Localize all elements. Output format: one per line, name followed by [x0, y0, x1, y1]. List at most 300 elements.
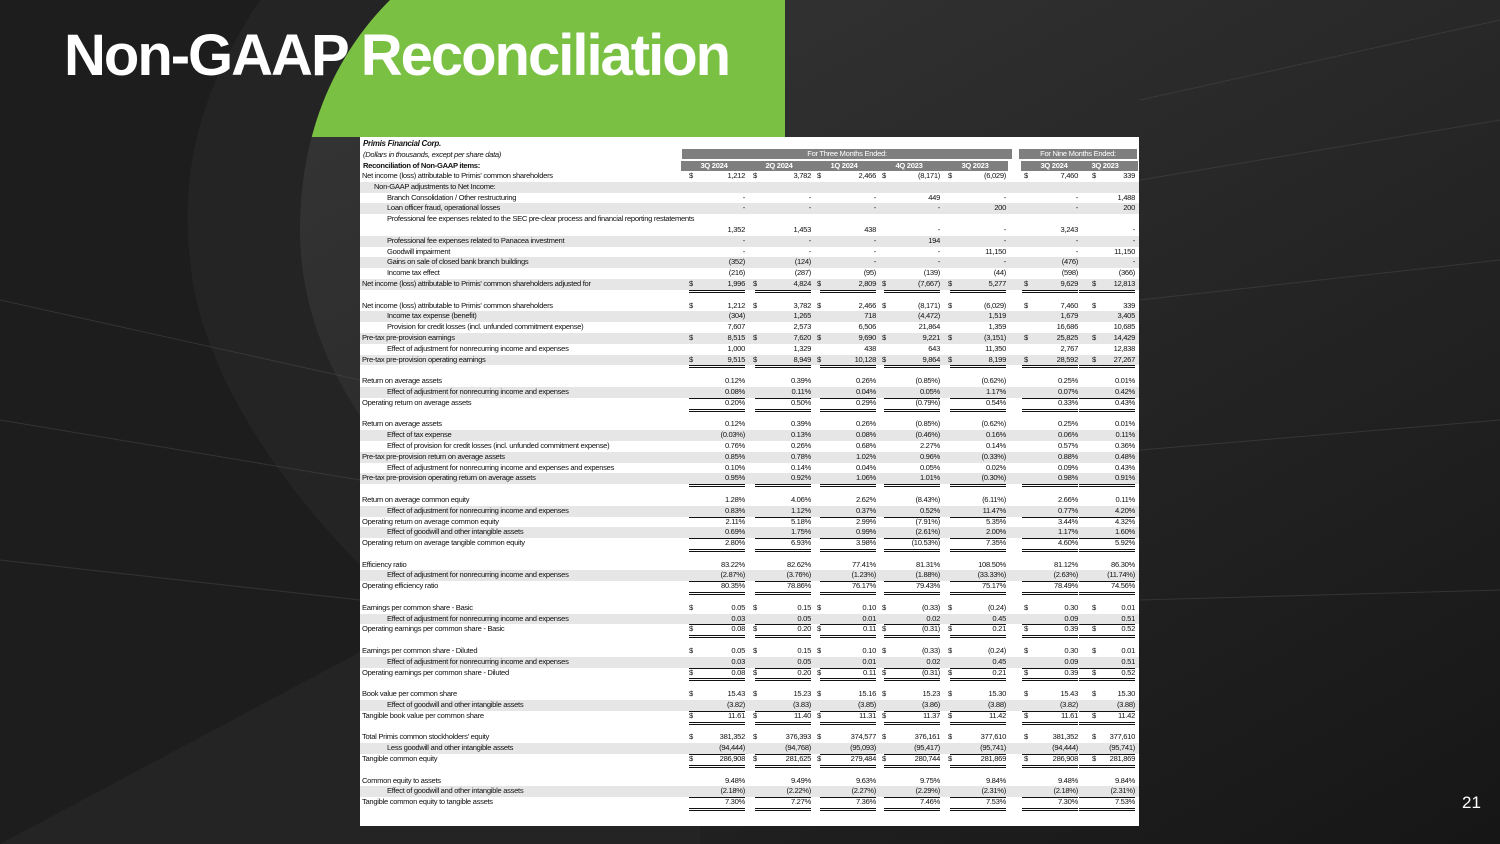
- table-row: [360, 473, 1139, 484]
- table-cell: (4,472): [918, 311, 940, 321]
- currency-symbol: $: [1024, 300, 1028, 310]
- currency-symbol: $: [1092, 732, 1096, 742]
- table-cell: (2.18%): [689, 786, 745, 798]
- table-cell: 0.39%: [790, 419, 811, 429]
- table-cell: 0.02: [884, 614, 940, 626]
- table-cell: 0.20: [755, 624, 811, 638]
- row-label: Total Primis common stockholders' equity: [362, 732, 490, 742]
- table-cell: (94,768): [755, 743, 811, 755]
- table-cell: 7.53%: [950, 797, 1006, 811]
- table-cell: 0.92%: [755, 473, 811, 487]
- table-cell: (0.46%): [915, 430, 940, 440]
- table-cell: 6.93%: [755, 538, 811, 552]
- table-cell: 76.17%: [820, 581, 876, 595]
- table-row: [360, 419, 1139, 430]
- table-row: [360, 732, 1139, 743]
- currency-symbol: $: [1024, 624, 1028, 634]
- row-label: Pre-tax pre-provision earnings: [362, 332, 455, 342]
- table-cell: 0.29%: [820, 398, 876, 412]
- table-cell: 0.03: [689, 614, 745, 626]
- table-cell: 0.07%: [1022, 387, 1078, 399]
- table-cell: 8,949: [755, 355, 811, 369]
- currency-symbol: $: [817, 667, 821, 677]
- currency-symbol: $: [948, 667, 952, 677]
- table-cell: 2.66%: [1057, 494, 1078, 504]
- table-cell: 75.17%: [950, 581, 1006, 595]
- currency-symbol: $: [1024, 171, 1028, 180]
- table-cell: 3.98%: [820, 538, 876, 552]
- table-cell: 0.10%: [689, 463, 745, 475]
- table-cell: (95): [820, 268, 876, 280]
- column-headers: [360, 161, 1139, 171]
- currency-symbol: $: [817, 732, 821, 742]
- table-cell: 1,679: [1060, 311, 1078, 321]
- currency-symbol: $: [753, 602, 757, 612]
- row-label: Professional fee expenses related to Panacea investment: [387, 235, 565, 245]
- table-cell: 0.26%: [855, 376, 876, 386]
- table-cell: 0.52%: [884, 506, 940, 518]
- table-cell: 4.06%: [790, 494, 811, 504]
- table-row: [360, 193, 1139, 204]
- table-cell: 0.14%: [950, 441, 1006, 453]
- currency-symbol: $: [753, 171, 757, 180]
- row-label: Effect of adjustment for nonrecurring income and expenses: [387, 656, 569, 666]
- column-header: 4Q 2023: [876, 161, 942, 171]
- table-cell: 0.05: [731, 602, 745, 612]
- row-label: Operating return on average tangible common equity: [362, 538, 525, 548]
- table-cell: 0.16%: [985, 430, 1006, 440]
- table-cell: 339: [1123, 171, 1135, 180]
- currency-symbol: $: [689, 602, 693, 612]
- currency-symbol: $: [948, 171, 952, 180]
- currency-symbol: $: [1024, 732, 1028, 742]
- currency-symbol: $: [753, 710, 757, 720]
- currency-symbol: $: [689, 689, 693, 699]
- table-cell: 0.02: [884, 657, 940, 669]
- table-cell: 0.08: [689, 668, 745, 682]
- table-cell: (0.24): [987, 602, 1006, 612]
- table-cell: 281,869: [950, 754, 1006, 768]
- table-cell: -: [873, 257, 876, 267]
- table-cell: 0.30: [1064, 602, 1078, 612]
- table-cell: 0.10: [862, 646, 876, 656]
- table-cell: (95,741): [1079, 743, 1135, 755]
- table-cell: 0.91%: [1079, 473, 1135, 487]
- table-cell: (598): [1022, 268, 1078, 280]
- table-cell: -: [742, 235, 745, 245]
- row-label: Loan officer fraud, operational losses: [387, 203, 500, 213]
- table-cell: 11.40: [755, 711, 811, 725]
- table-cell: 9,690: [858, 332, 876, 342]
- currency-symbol: $: [882, 689, 886, 699]
- table-cell: 286,908: [689, 754, 745, 768]
- table-cell: (0.33): [921, 602, 940, 612]
- row-label: Return on average assets: [362, 376, 442, 386]
- currency-symbol: $: [882, 624, 886, 634]
- table-cell: 14,429: [1113, 332, 1135, 342]
- currency-symbol: $: [817, 754, 821, 764]
- currency-symbol: $: [1024, 667, 1028, 677]
- currency-symbol: $: [882, 332, 886, 342]
- table-cell: (0.85%): [915, 376, 940, 386]
- table-row: [360, 776, 1139, 787]
- table-cell: 9,629: [1022, 279, 1078, 293]
- table-cell: -: [873, 235, 876, 245]
- table-cell: 0.01%: [1114, 376, 1135, 386]
- table-cell: 0.54%: [950, 398, 1006, 412]
- row-label: Income tax effect: [387, 268, 440, 278]
- table-row: [360, 786, 1139, 797]
- currency-symbol: $: [882, 710, 886, 720]
- currency-symbol: $: [882, 732, 886, 742]
- table-cell: 339: [1123, 300, 1135, 310]
- currency-symbol: $: [882, 354, 886, 364]
- table-cell: 7,460: [1060, 171, 1078, 180]
- table-row: [360, 527, 1139, 538]
- row-label: Tangible book value per common share: [362, 710, 484, 720]
- table-cell: 0.08%: [689, 387, 745, 399]
- table-row: [360, 754, 1139, 765]
- row-label: Pre-tax pre-provision operating return on average assets: [362, 473, 536, 483]
- table-cell: 3,782: [793, 171, 811, 180]
- row-label: Professional fee expenses related to the SEC pre-clear process and financial reporting restatements: [387, 214, 695, 224]
- table-cell: -: [742, 246, 745, 256]
- table-cell: 0.04%: [820, 387, 876, 399]
- table-cell: (3.82): [689, 700, 745, 712]
- table-cell: -: [1075, 203, 1078, 213]
- table-cell: (2.27%): [820, 786, 876, 798]
- row-label: Effect of provision for credit losses (incl. unfunded commitment expense): [387, 440, 610, 450]
- table-cell: 81.31%: [916, 559, 940, 569]
- currency-symbol: $: [689, 300, 693, 310]
- table-cell: (1.88%): [884, 570, 940, 582]
- table-cell: 0.09: [1022, 614, 1078, 626]
- row-label: Effect of goodwill and other intangible assets: [387, 700, 524, 710]
- table-cell: 0.09: [1022, 657, 1078, 669]
- table-cell: 376,393: [785, 732, 811, 742]
- table-cell: 11.61: [689, 711, 745, 725]
- table-cell: 0.21: [950, 668, 1006, 682]
- table-cell: 0.45: [950, 614, 1006, 626]
- table-cell: 1.17%: [950, 387, 1006, 399]
- table-cell: 9.48%: [724, 775, 745, 785]
- table-cell: 0.36%: [1079, 441, 1135, 453]
- table-cell: (94,444): [1022, 743, 1078, 755]
- table-cell: 15.43: [727, 689, 745, 699]
- table-cell: 9.63%: [855, 775, 876, 785]
- table-cell: 377,610: [980, 732, 1006, 742]
- row-label: Operating return on average common equity: [362, 516, 499, 526]
- row-label: Earnings per common share - Diluted: [362, 646, 478, 656]
- currency-symbol: $: [817, 278, 821, 288]
- table-cell: 381,352: [719, 732, 745, 742]
- table-cell: 0.43%: [1079, 398, 1135, 412]
- table-cell: 0.76%: [689, 441, 745, 453]
- table-cell: 5.18%: [790, 516, 811, 526]
- currency-symbol: $: [817, 300, 821, 310]
- spacer-row: [360, 484, 1139, 495]
- table-cell: 12,813: [1079, 279, 1135, 293]
- table-cell: 77.41%: [852, 559, 876, 569]
- table-cell: 449: [928, 192, 940, 202]
- spacer-row: [360, 365, 1139, 376]
- table-cell: 438: [864, 224, 876, 234]
- table-cell: (3.86): [884, 700, 940, 712]
- row-label: Earnings per common share - Basic: [362, 602, 473, 612]
- currency-symbol: $: [817, 710, 821, 720]
- spacer-row: [360, 722, 1139, 733]
- table-cell: (0.62%): [981, 419, 1006, 429]
- currency-symbol: $: [689, 332, 693, 342]
- table-cell: 7.30%: [1022, 797, 1078, 811]
- currency-symbol: $: [817, 332, 821, 342]
- row-label: Operating earnings per common share - Basic: [362, 624, 505, 634]
- table-cell: 1.17%: [1022, 527, 1078, 539]
- table-cell: 7.53%: [1079, 797, 1135, 811]
- currency-symbol: $: [1092, 602, 1096, 612]
- currency-symbol: $: [753, 354, 757, 364]
- row-label: Net income (loss) attributable to Primis' common shareholders: [362, 300, 553, 310]
- table-cell: 281,625: [755, 754, 811, 768]
- currency-symbol: $: [753, 667, 757, 677]
- table-cell: (3.82): [1022, 700, 1078, 712]
- table-cell: 0.01: [1121, 646, 1135, 656]
- table-row: [360, 463, 1139, 474]
- currency-symbol: $: [689, 754, 693, 764]
- table-row: [360, 624, 1139, 635]
- table-cell: 2.80%: [689, 538, 745, 552]
- table-cell: 0.01: [820, 657, 876, 669]
- currency-symbol: $: [948, 278, 952, 288]
- table-cell: 81.12%: [1054, 559, 1078, 569]
- table-row: [360, 333, 1139, 344]
- table-cell: 286,908: [1022, 754, 1078, 768]
- currency-symbol: $: [817, 646, 821, 656]
- table-cell: (0.03%): [720, 430, 745, 440]
- table-cell: (2.87%): [689, 570, 745, 582]
- table-cell: (95,741): [950, 743, 1006, 755]
- spacer-row: [360, 635, 1139, 646]
- row-label: Effect of goodwill and other intangible assets: [387, 527, 524, 537]
- table-cell: (3.76%): [755, 570, 811, 582]
- table-cell: 279,484: [820, 754, 876, 768]
- currency-symbol: $: [1024, 354, 1028, 364]
- table-row: [360, 182, 1139, 193]
- currency-symbol: $: [1024, 646, 1028, 656]
- table-cell: 7.27%: [755, 797, 811, 811]
- table-cell: (0.79%): [884, 398, 940, 412]
- row-label: Non-GAAP adjustments to Net Income:: [374, 181, 496, 191]
- table-cell: (0.33): [921, 646, 940, 656]
- table-cell: 2.27%: [884, 441, 940, 453]
- currency-symbol: $: [1092, 667, 1096, 677]
- currency-symbol: $: [753, 300, 757, 310]
- currency-symbol: $: [689, 710, 693, 720]
- table-row: [360, 570, 1139, 581]
- table-cell: 0.95%: [689, 473, 745, 487]
- table-cell: 1,519: [988, 311, 1006, 321]
- table-cell: (287): [755, 268, 811, 280]
- column-header: 3Q 2023: [1072, 161, 1138, 171]
- table-cell: 15.43: [1060, 689, 1078, 699]
- section-label: Reconciliation of Non-GAAP items:: [363, 161, 480, 170]
- table-cell: 1.60%: [1079, 527, 1135, 539]
- table-cell: (0.31): [884, 668, 940, 682]
- table-cell: 9.49%: [790, 775, 811, 785]
- table-cell: 11.37: [884, 711, 940, 725]
- table-cell: 7,620: [793, 332, 811, 342]
- table-cell: 79.43%: [884, 581, 940, 595]
- table-cell: 0.98%: [1022, 473, 1078, 487]
- table-cell: 9.84%: [985, 775, 1006, 785]
- currency-symbol: $: [948, 754, 952, 764]
- currency-symbol: $: [689, 278, 693, 288]
- table-cell: 643: [884, 344, 940, 356]
- table-cell: 0.39%: [790, 376, 811, 386]
- table-row: [360, 441, 1139, 452]
- table-cell: 0.01: [820, 614, 876, 626]
- row-label: Book value per common share: [362, 689, 457, 699]
- table-cell: 1.02%: [855, 451, 876, 461]
- table-cell: 2.62%: [855, 494, 876, 504]
- table-cell: 0.11%: [1115, 430, 1135, 440]
- table-cell: 200: [1123, 203, 1135, 213]
- table-row: [360, 398, 1139, 409]
- table-row: [360, 495, 1139, 506]
- currency-symbol: $: [948, 689, 952, 699]
- table-cell: (2.22%): [755, 786, 811, 798]
- table-cell: 11,150: [1114, 246, 1135, 256]
- table-cell: 0.25%: [1057, 376, 1078, 386]
- currency-symbol: $: [948, 732, 952, 742]
- table-cell: 0.99%: [820, 527, 876, 539]
- currency-symbol: $: [1092, 710, 1096, 720]
- table-body: [360, 171, 1139, 808]
- table-cell: 10,128: [820, 355, 876, 369]
- table-cell: -: [1132, 235, 1135, 245]
- table-cell: -: [937, 224, 940, 234]
- table-cell: (6.11%): [982, 494, 1006, 504]
- table-cell: 7.46%: [884, 797, 940, 811]
- currency-symbol: $: [753, 646, 757, 656]
- company-name: Primis Financial Corp.: [363, 139, 441, 148]
- table-cell: 0.52: [1079, 624, 1135, 638]
- table-cell: 0.20%: [689, 398, 745, 412]
- table-cell: 0.83%: [689, 506, 745, 518]
- table-row: [360, 517, 1139, 528]
- table-cell: 0.39: [1022, 624, 1078, 638]
- spacer-row: [360, 678, 1139, 689]
- table-cell: 0.01: [1121, 602, 1135, 612]
- table-cell: 8,515: [727, 332, 745, 342]
- table-cell: -: [873, 192, 876, 202]
- table-cell: 0.50%: [755, 398, 811, 412]
- table-cell: (352): [728, 257, 745, 267]
- table-cell: (44): [950, 268, 1006, 280]
- table-cell: 2,809: [820, 279, 876, 293]
- table-cell: (0.62%): [981, 376, 1006, 386]
- table-row: [360, 452, 1139, 463]
- table-cell: 0.05%: [884, 463, 940, 475]
- table-cell: -: [1132, 224, 1135, 234]
- table-cell: 11.61: [1022, 711, 1078, 725]
- currency-symbol: $: [753, 754, 757, 764]
- table-cell: 194: [928, 235, 940, 245]
- row-label: Return on average assets: [362, 419, 442, 429]
- row-label: Effect of tax expense: [387, 430, 452, 440]
- table-cell: 1,453: [793, 224, 811, 234]
- table-cell: 1.01%: [884, 473, 940, 487]
- column-header: 3Q 2024: [1021, 161, 1087, 171]
- table-row: [360, 279, 1139, 290]
- table-cell: -: [937, 257, 940, 267]
- table-cell: 1,329: [755, 344, 811, 356]
- nine-months-header: For Nine Months Ended:: [1019, 149, 1137, 159]
- column-header: 3Q 2024: [681, 161, 747, 171]
- row-label: Gains on sale of closed bank branch buildings: [387, 257, 529, 267]
- table-cell: 0.15: [797, 646, 811, 656]
- table-cell: (2.63%): [1022, 570, 1078, 582]
- table-cell: 4.20%: [1079, 506, 1135, 518]
- table-cell: 0.13%: [790, 430, 811, 440]
- currency-symbol: $: [882, 602, 886, 612]
- row-label: Common equity to assets: [362, 775, 441, 785]
- table-cell: 1,352: [727, 224, 745, 234]
- table-row: [360, 268, 1139, 279]
- table-cell: (33.33%): [950, 570, 1006, 582]
- reconciliation-table: [360, 137, 1139, 826]
- currency-symbol: $: [689, 732, 693, 742]
- table-cell: 0.11: [820, 668, 876, 682]
- table-row: [360, 376, 1139, 387]
- table-cell: (8,171): [918, 171, 940, 180]
- table-cell: 0.48%: [1114, 451, 1135, 461]
- table-cell: 2,573: [755, 322, 811, 334]
- table-cell: -: [1075, 235, 1078, 245]
- currency-symbol: $: [948, 646, 952, 656]
- table-cell: (476): [1061, 257, 1078, 267]
- row-label: Effect of adjustment for nonrecurring income and expenses: [387, 386, 569, 396]
- table-row: [360, 257, 1139, 268]
- table-cell: (2.29%): [884, 786, 940, 798]
- currency-symbol: $: [1092, 300, 1096, 310]
- table-cell: 15.23: [793, 689, 811, 699]
- currency-symbol: $: [753, 278, 757, 288]
- table-cell: 0.33%: [1022, 398, 1078, 412]
- page-number: 21: [1462, 793, 1481, 812]
- table-cell: 0.03: [689, 657, 745, 669]
- table-cell: (2.61%): [884, 527, 940, 539]
- table-cell: 0.96%: [919, 451, 940, 461]
- currency-symbol: $: [753, 732, 757, 742]
- row-label: Effect of adjustment for nonrecurring income and expenses: [387, 570, 569, 580]
- table-cell: 11.42: [950, 711, 1006, 725]
- table-cell: 1,359: [950, 322, 1006, 334]
- table-cell: 11,350: [950, 344, 1006, 356]
- table-cell: 11.31: [820, 711, 876, 725]
- table-cell: 2,466: [858, 171, 876, 180]
- table-cell: (366): [1079, 268, 1135, 280]
- currency-symbol: $: [882, 278, 886, 288]
- table-cell: 21,864: [884, 322, 940, 334]
- table-cell: 2,767: [1022, 344, 1078, 356]
- row-label: Effect of adjustment for nonrecurring income and expenses: [387, 343, 569, 353]
- row-label: Effect of adjustment for nonrecurring income and expenses: [387, 613, 569, 623]
- table-row: [360, 646, 1139, 657]
- table-cell: -: [1003, 224, 1006, 234]
- table-cell: 0.69%: [689, 527, 745, 539]
- table-cell: 78.86%: [755, 581, 811, 595]
